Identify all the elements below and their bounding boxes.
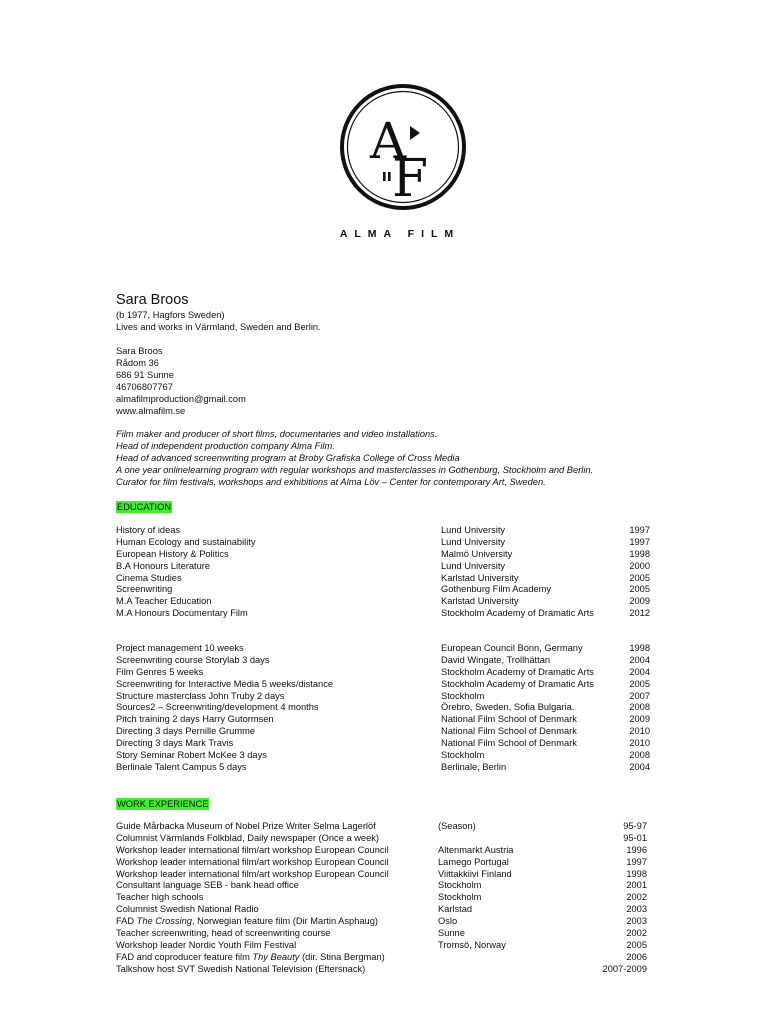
course-year: 2009 — [629, 714, 650, 725]
contact-line: Rådom 36 — [116, 357, 159, 368]
intro-line: Film maker and producer of short films, documentaries and video installations. — [116, 429, 438, 439]
work-role: Columnist Swedish National Radio — [116, 904, 259, 915]
work-year: 2007-2009 — [602, 963, 647, 974]
degree-year: 2000 — [629, 560, 650, 571]
work-role-text: , Norwegian feature film (Dir Martin Asphaug) — [191, 916, 378, 927]
table-row — [116, 643, 650, 655]
intro-block — [116, 429, 593, 489]
work-role — [116, 916, 378, 928]
degree-place: Malmö University — [441, 548, 513, 559]
residence-info: Lives and works in Värmland, Sweden and Berlin. — [116, 321, 321, 332]
course-subject: Screenwriting course Storylab 3 days — [116, 654, 270, 665]
work-place: Viittakkiivi Finland — [438, 868, 512, 879]
table-row — [116, 573, 650, 585]
work-place: Lamego Portugal — [438, 856, 509, 867]
work-table — [116, 821, 647, 976]
work-title-italic: Thy Beauty — [252, 951, 300, 962]
work-place: Altenmarkt Austria — [438, 844, 514, 855]
course-year: 2008 — [629, 702, 650, 713]
logo-letter-f: F — [391, 149, 429, 209]
intro-line: Curator for film festivals, workshops and exhibitions at Alma Löv – Center for contemporary Art, Sweden. — [116, 476, 546, 487]
contact-email[interactable]: almafilmproduction@gmail.com — [116, 393, 246, 404]
course-subject: Screenwriting for Interactive Media 5 weeks/distance — [116, 678, 334, 689]
work-year: 2003 — [626, 916, 647, 927]
course-subject: Story Seminar Robert McKee 3 days — [116, 750, 267, 761]
table-row — [116, 857, 647, 869]
course-year: 2004 — [629, 761, 650, 772]
alma-film-logo — [338, 82, 468, 212]
table-row — [116, 691, 650, 703]
course-subject: Directing 3 days Mark Travis — [116, 738, 234, 749]
work-role — [116, 952, 385, 964]
degrees-table — [116, 525, 650, 620]
course-place: Stockholm Academy of Dramatic Arts — [441, 666, 594, 677]
work-year: 1996 — [626, 844, 647, 855]
work-role: Workshop leader Nordic Youth Film Festival — [116, 939, 297, 950]
degree-place: Karlstad University — [441, 596, 519, 607]
course-subject: Berlinale Talent Campus 5 days — [116, 761, 247, 772]
work-role-text: FAD and coproducer feature film — [116, 951, 253, 962]
work-year: 95-97 — [623, 821, 647, 831]
table-row — [116, 904, 647, 916]
degree-year: 2012 — [629, 608, 650, 619]
person-info — [116, 310, 321, 334]
work-role: Workshop leader international film/art workshop European Council — [116, 844, 389, 855]
degree-place: Lund University — [441, 560, 506, 571]
degree-place: Stockholm Academy of Dramatic Arts — [441, 608, 594, 619]
table-row — [116, 762, 650, 774]
degree-subject: M.A Honours Documentary Film — [116, 608, 248, 619]
course-subject: Film Genres 5 weeks — [116, 666, 204, 677]
work-year: 2002 — [626, 892, 647, 903]
course-place: Stockholm — [441, 690, 485, 701]
work-place: Sunne — [438, 928, 465, 939]
table-row — [116, 821, 647, 833]
degree-subject: M.A Teacher Education — [116, 596, 212, 607]
play-icon — [410, 126, 420, 140]
degree-subject: Cinema Studies — [116, 572, 182, 583]
course-place: European Council Bonn, Germany — [441, 643, 583, 653]
degree-place: Lund University — [441, 536, 506, 547]
work-place: Oslo — [438, 916, 458, 927]
course-year: 2008 — [629, 750, 650, 761]
work-role: Workshop leader international film/art workshop European Council — [116, 868, 389, 879]
course-place: Berlinale, Berlin — [441, 761, 507, 772]
course-year: 1998 — [629, 643, 650, 653]
degree-place: Lund University — [441, 525, 506, 535]
intro-line: Head of advanced screenwriting program at Broby Grafiska College of Cross Media — [116, 452, 460, 463]
work-year: 2002 — [626, 928, 647, 939]
contact-line: Sara Broos — [116, 346, 163, 356]
work-role-text: (dir. Stina Bergman) — [299, 951, 385, 962]
contact-phone: 46706807767 — [116, 381, 173, 392]
work-role: Teacher screenwriting, head of screenwriting course — [116, 928, 331, 939]
table-row — [116, 525, 650, 537]
course-place: Örebro, Sweden, Sofia Bulgaria. — [441, 702, 575, 713]
degree-subject: Screenwriting — [116, 584, 173, 595]
person-name: Sara Broos — [116, 292, 189, 308]
course-subject: Pitch training 2 days Harry Gutormsen — [116, 714, 274, 725]
course-place: National Film School of Denmark — [441, 714, 577, 725]
degree-year: 2005 — [629, 572, 650, 583]
degree-subject: Human Ecology and sustainability — [116, 536, 256, 547]
table-row — [116, 726, 650, 738]
degree-year: 2009 — [629, 596, 650, 607]
table-row — [116, 880, 647, 892]
course-place: David Wingate, Trollhättan — [441, 654, 551, 665]
course-place: Stockholm — [441, 750, 485, 761]
table-row — [116, 845, 647, 857]
course-subject: Project management 10 weeks — [116, 643, 244, 653]
work-year: 95-01 — [623, 832, 647, 843]
work-year: 1997 — [626, 856, 647, 867]
degree-subject: B.A Honours Literature — [116, 560, 211, 571]
table-row — [116, 833, 647, 845]
work-year: 2003 — [626, 904, 647, 915]
table-row — [116, 584, 650, 596]
table-row — [116, 916, 647, 928]
work-heading: WORK EXPERIENCE — [117, 799, 209, 809]
degree-year: 1997 — [629, 536, 650, 547]
course-place: National Film School of Denmark — [441, 738, 577, 749]
course-subject: Sources2 – Screenwriting/development 4 months — [116, 702, 319, 713]
table-row — [116, 667, 650, 679]
brand-name: ALMA FILM — [339, 228, 461, 240]
intro-line: A one year onlinelearning program with regular workshops and masterclasses in Gothenburg, Stockholm and Berlin. — [116, 464, 594, 475]
contact-line: 686 91 Sunne — [116, 369, 174, 380]
table-row — [116, 892, 647, 904]
table-row — [116, 655, 650, 667]
course-year: 2005 — [629, 678, 650, 689]
work-place: Karlstad — [438, 904, 473, 915]
degree-place: Karlstad University — [441, 572, 519, 583]
work-year: 1998 — [626, 868, 647, 879]
course-year: 2004 — [629, 654, 650, 665]
course-place: National Film School of Denmark — [441, 726, 577, 737]
degree-place: Gothenburg Film Academy — [441, 584, 552, 595]
course-subject: Structure masterclass John Truby 2 days — [116, 690, 285, 701]
work-year: 2005 — [626, 939, 647, 950]
table-row — [116, 561, 650, 573]
work-place: Stockholm — [438, 880, 482, 891]
degree-year: 2005 — [629, 584, 650, 595]
table-row — [116, 940, 647, 952]
work-role: Workshop leader international film/art workshop European Council — [116, 856, 389, 867]
table-row — [116, 964, 647, 976]
degree-year: 1998 — [629, 548, 650, 559]
degree-subject: European History & Politics — [116, 548, 229, 559]
work-role: Columnist Värmlands Folkblad, Daily newspaper (Once a week) — [116, 832, 380, 843]
table-row — [116, 928, 647, 940]
table-row — [116, 596, 650, 608]
work-place: Tromsö, Norway — [438, 939, 506, 950]
work-role: Talkshow host SVT Swedish National Television (Eftersnack) — [116, 963, 366, 974]
course-year: 2007 — [629, 690, 650, 701]
degree-year: 1997 — [629, 525, 650, 535]
contact-block — [116, 346, 246, 417]
birth-info: (b 1977, Hagfors Sweden) — [116, 310, 225, 320]
table-row — [116, 750, 650, 762]
contact-website[interactable]: www.almafilm.se — [116, 405, 186, 416]
degree-subject: History of ideas — [116, 525, 181, 535]
work-title-italic: The Crossing — [136, 916, 192, 927]
courses-table — [116, 643, 650, 774]
work-place: Stockholm — [438, 892, 482, 903]
intro-line: Head of independent production company Alma Film. — [116, 440, 335, 451]
work-place: (Season) — [438, 821, 476, 831]
work-year: 2006 — [626, 951, 647, 962]
work-role: Guide Mårbacka Museum of Nobel Prize Writer Selma Lagerlöf — [116, 821, 376, 831]
table-row — [116, 679, 650, 691]
logo-letter-a: A — [369, 112, 407, 170]
table-row — [116, 608, 650, 620]
table-row — [116, 952, 647, 964]
course-year: 2010 — [629, 726, 650, 737]
work-role: Consultant language SEB - bank head office — [116, 880, 299, 891]
table-row — [116, 714, 650, 726]
course-subject: Directing 3 days Pernille Grumme — [116, 726, 255, 737]
course-place: Stockholm Academy of Dramatic Arts — [441, 678, 594, 689]
work-role-text: FAD — [116, 916, 137, 927]
table-row — [116, 702, 650, 714]
course-year: 2004 — [629, 666, 650, 677]
table-row — [116, 549, 650, 561]
table-row — [116, 738, 650, 750]
education-heading: EDUCATION — [117, 502, 172, 512]
table-row — [116, 537, 650, 549]
work-role: Teacher high schools — [116, 892, 204, 903]
course-year: 2010 — [629, 738, 650, 749]
table-row — [116, 869, 647, 881]
work-year: 2001 — [626, 880, 647, 891]
